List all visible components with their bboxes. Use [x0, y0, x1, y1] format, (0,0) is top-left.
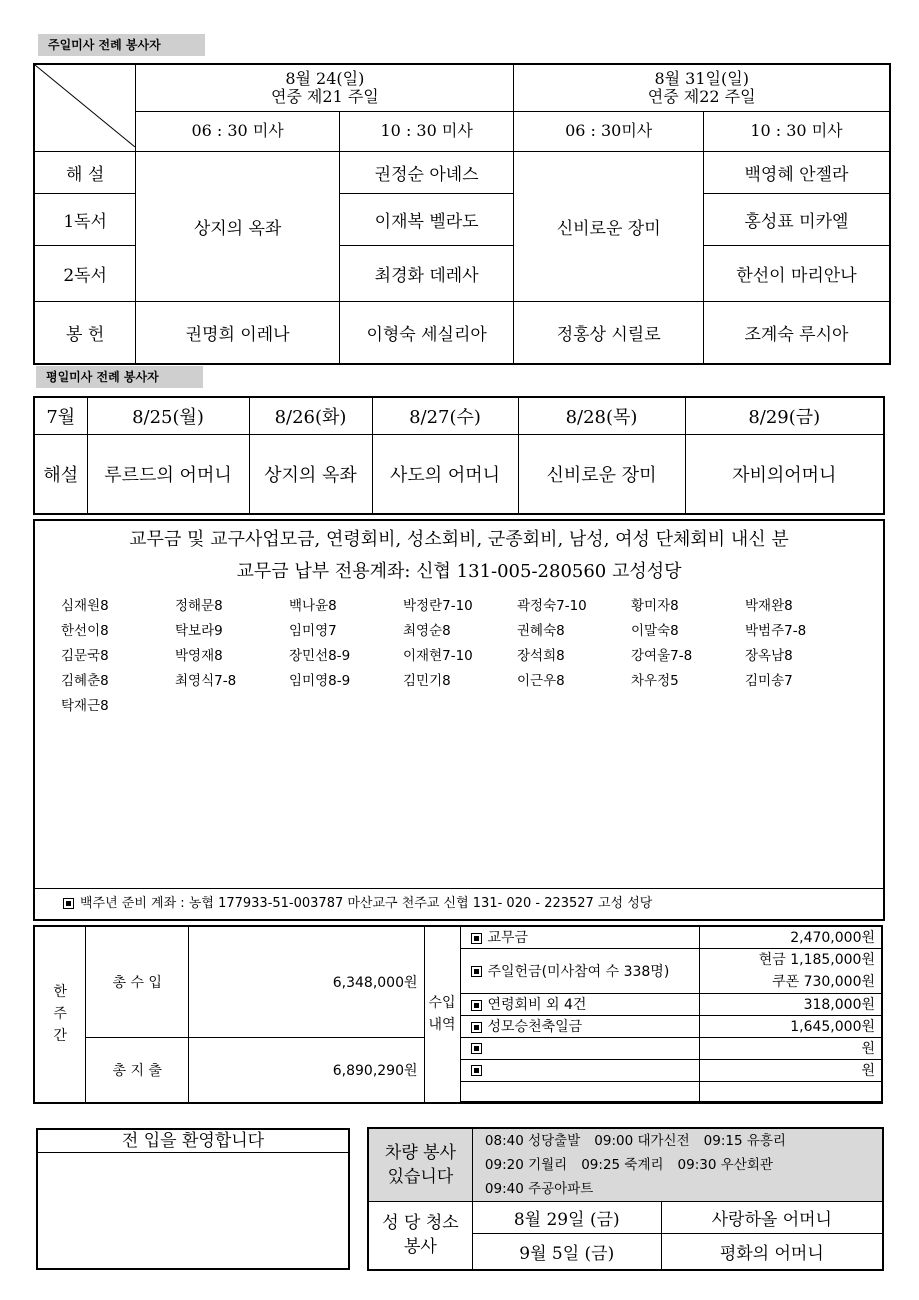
- aug31-name: 연중 제22 주일: [647, 86, 756, 106]
- offering-coupon: 쿠폰 730,000원: [772, 973, 875, 990]
- aug31-1030-commentator: 백영혜 안젤라: [703, 152, 890, 194]
- weekday-section-label: 평일미사 전례 봉사자: [36, 366, 203, 388]
- aug31-header: [514, 64, 890, 111]
- weekday-group: 루르드의 어머니: [87, 434, 249, 514]
- vehicle-stop: 09:00 대가신전: [594, 1133, 690, 1149]
- aug24-0630-group: 상지의 옥좌: [136, 152, 340, 302]
- payer-name: 황미자8: [631, 598, 679, 614]
- weekday-date: 8/27(수): [372, 397, 518, 434]
- dues-title: 교무금 및 교구사업모금, 연령회비, 성소회비, 군종회비, 남성, 여성 단체회비 내신 분: [129, 529, 789, 550]
- income-item: 주일헌금(미사참여 수 338명): [460, 948, 699, 993]
- vehicle-stop: 09:30 우산회관: [677, 1157, 773, 1173]
- weekday-date: 8/25(월): [87, 397, 249, 434]
- total-income-value: 6,348,000원: [189, 926, 424, 1037]
- income-detail-label: 수입 내역: [424, 926, 460, 1103]
- payer-name: 박영재8: [175, 648, 223, 664]
- weekday-date: 8/28(목): [518, 397, 685, 434]
- vehicle-stop: 09:15 유흥리: [703, 1133, 786, 1149]
- weekday-group: 신비로운 장미: [518, 434, 685, 514]
- role-label: 1독서: [34, 194, 136, 246]
- payer-name: 곽정숙7-10: [517, 598, 587, 614]
- total-expense-value: 6,890,290원: [189, 1037, 424, 1103]
- vehicle-label: 차량 봉사 있습니다: [368, 1128, 472, 1202]
- weekly-finance-table: [33, 925, 883, 1104]
- empty-cell: [460, 1081, 699, 1101]
- payer-name: 임미영8-9: [289, 673, 351, 689]
- welcome-title: 전 입을 환영합니다: [38, 1130, 348, 1153]
- payer-name: 박재완8: [745, 598, 793, 614]
- payer-name: 강여울7-8: [631, 648, 693, 664]
- cleaning-label: 성 당 청소 봉사: [368, 1202, 472, 1270]
- role-label: 해설: [34, 434, 87, 514]
- sunday-mass-table: [33, 63, 891, 365]
- payer-name: 권혜숙8: [517, 623, 565, 639]
- payer-name: 임미영7: [289, 623, 337, 639]
- dues-payers-box: [33, 519, 885, 921]
- aug31-1030-reading1: 홍성표 미카엘: [703, 194, 890, 246]
- income-amount: 1,645,000원: [699, 1015, 882, 1037]
- payer-name: 이근우8: [517, 673, 565, 689]
- aug24-date: 8월 24(일): [285, 68, 365, 88]
- weekday-group: 상지의 옥좌: [249, 434, 372, 514]
- payer-name: 탁보라9: [175, 623, 223, 639]
- aug31-date: 8월 31일(일): [654, 68, 749, 88]
- income-item: 교무금: [460, 926, 699, 948]
- dues-account: 교무금 납부 전용계좌: 신협 131-005-280560 고성성당: [236, 561, 682, 582]
- weekday-mass-table: [33, 396, 885, 515]
- offering-cash: 현금 1,185,000원: [758, 951, 875, 968]
- income-amount: 원: [699, 1037, 882, 1059]
- welcome-box: [36, 1128, 350, 1270]
- income-item: [460, 1037, 699, 1059]
- diagonal-line: [35, 65, 135, 147]
- cleaning-group: 평화의 어머니: [661, 1234, 883, 1270]
- payer-name: 김혜춘8: [61, 673, 109, 689]
- weekday-group: 사도의 어머니: [372, 434, 518, 514]
- aug31-1030-offertory: 조계숙 루시아: [703, 302, 890, 364]
- income-item: [460, 1059, 699, 1081]
- aug31-0630-group: 신비로운 장미: [514, 152, 704, 302]
- mass-time: 06 : 30미사: [514, 111, 704, 151]
- weekday-date: 8/29(금): [685, 397, 884, 434]
- payer-name: 장민선8-9: [289, 648, 351, 664]
- payer-name: 박범주7-8: [745, 623, 807, 639]
- period-label: 한 주 간: [34, 926, 86, 1103]
- checkbox-square-icon: [63, 898, 74, 909]
- income-amount: 318,000원: [699, 993, 882, 1015]
- vehicle-stop: 09:25 죽계리: [581, 1157, 664, 1173]
- payer-name: 최영순8: [403, 623, 451, 639]
- aug24-1030-offertory: 이형숙 세실리아: [339, 302, 514, 364]
- income-amount: [699, 948, 882, 993]
- payer-name: 정해문8: [175, 598, 223, 614]
- aug24-1030-reading1: 이재복 벨라도: [339, 194, 514, 246]
- total-expense-label: 총 지 출: [86, 1037, 189, 1103]
- vehicle-cleaning-table: [367, 1127, 884, 1271]
- payer-name: 김미송7: [745, 673, 793, 689]
- payer-name: 장석희8: [517, 648, 565, 664]
- income-item: 연령회비 외 4건: [460, 993, 699, 1015]
- payer-name: 김문국8: [61, 648, 109, 664]
- aug31-1030-reading2: 한선이 마리안나: [703, 246, 890, 302]
- payer-name: 백나윤8: [289, 598, 337, 614]
- aug24-0630-offertory: 권명희 이레나: [136, 302, 340, 364]
- payer-name: 장옥남8: [745, 648, 793, 664]
- aug24-header: [136, 64, 514, 111]
- income-item: 성모승천축일금: [460, 1015, 699, 1037]
- aug24-1030-reading2: 최경화 데레사: [339, 246, 514, 302]
- cleaning-date: 9월 5일 (금): [472, 1234, 661, 1270]
- weekday-date: 8/26(화): [249, 397, 372, 434]
- payer-name: 김민기8: [403, 673, 451, 689]
- mass-time: 10 : 30 미사: [339, 111, 514, 151]
- income-amount: 2,470,000원: [699, 926, 882, 948]
- payer-name: 이재현7-10: [403, 648, 473, 664]
- aug24-name: 연중 제21 주일: [270, 86, 379, 106]
- centennial-account: [35, 888, 883, 919]
- payer-name: 박정란7-10: [403, 598, 473, 614]
- cleaning-group: 사랑하올 어머니: [661, 1202, 883, 1234]
- aug24-1030-commentator: 권정순 아녜스: [339, 152, 514, 194]
- sunday-section-label: 주일미사 전례 봉사자: [38, 34, 205, 56]
- cleaning-date: 8월 29일 (금): [472, 1202, 661, 1234]
- role-label: 봉 헌: [34, 302, 136, 364]
- vehicle-stop: 09:20 기월리: [484, 1157, 568, 1173]
- payer-name: 최영식7-8: [175, 673, 237, 689]
- role-label: 2독서: [34, 246, 136, 302]
- weekday-group: 자비의어머니: [685, 434, 884, 514]
- income-amount: 원: [699, 1059, 882, 1081]
- vehicle-schedule: [472, 1128, 883, 1202]
- total-income-label: 총 수 입: [86, 926, 189, 1037]
- payer-name: 차우정5: [631, 673, 679, 689]
- payer-name: 한선이8: [61, 623, 109, 639]
- vehicle-stop: 09:40 주공아파트: [484, 1181, 594, 1197]
- aug31-0630-offertory: 정홍상 시릴로: [514, 302, 704, 364]
- payer-names-grid: [61, 595, 861, 717]
- payer-name: 탁재근8: [61, 698, 109, 714]
- month-label: 7월: [34, 397, 87, 434]
- diagonal-header-cell: [34, 64, 136, 152]
- mass-time: 06 : 30 미사: [136, 111, 340, 151]
- vehicle-stop: 08:40 성당출발: [484, 1133, 581, 1149]
- empty-cell: [699, 1081, 882, 1101]
- mass-time: 10 : 30 미사: [703, 111, 890, 151]
- payer-name: 심재원8: [61, 598, 109, 614]
- centennial-account-text: 백주년 준비 계좌 : 농협 177933-51-003787 마산교구 천주교 신협 131- 020 - 223527 고성 성당: [80, 896, 653, 911]
- payer-name: 이말숙8: [631, 623, 679, 639]
- role-label: 해 설: [34, 152, 136, 194]
